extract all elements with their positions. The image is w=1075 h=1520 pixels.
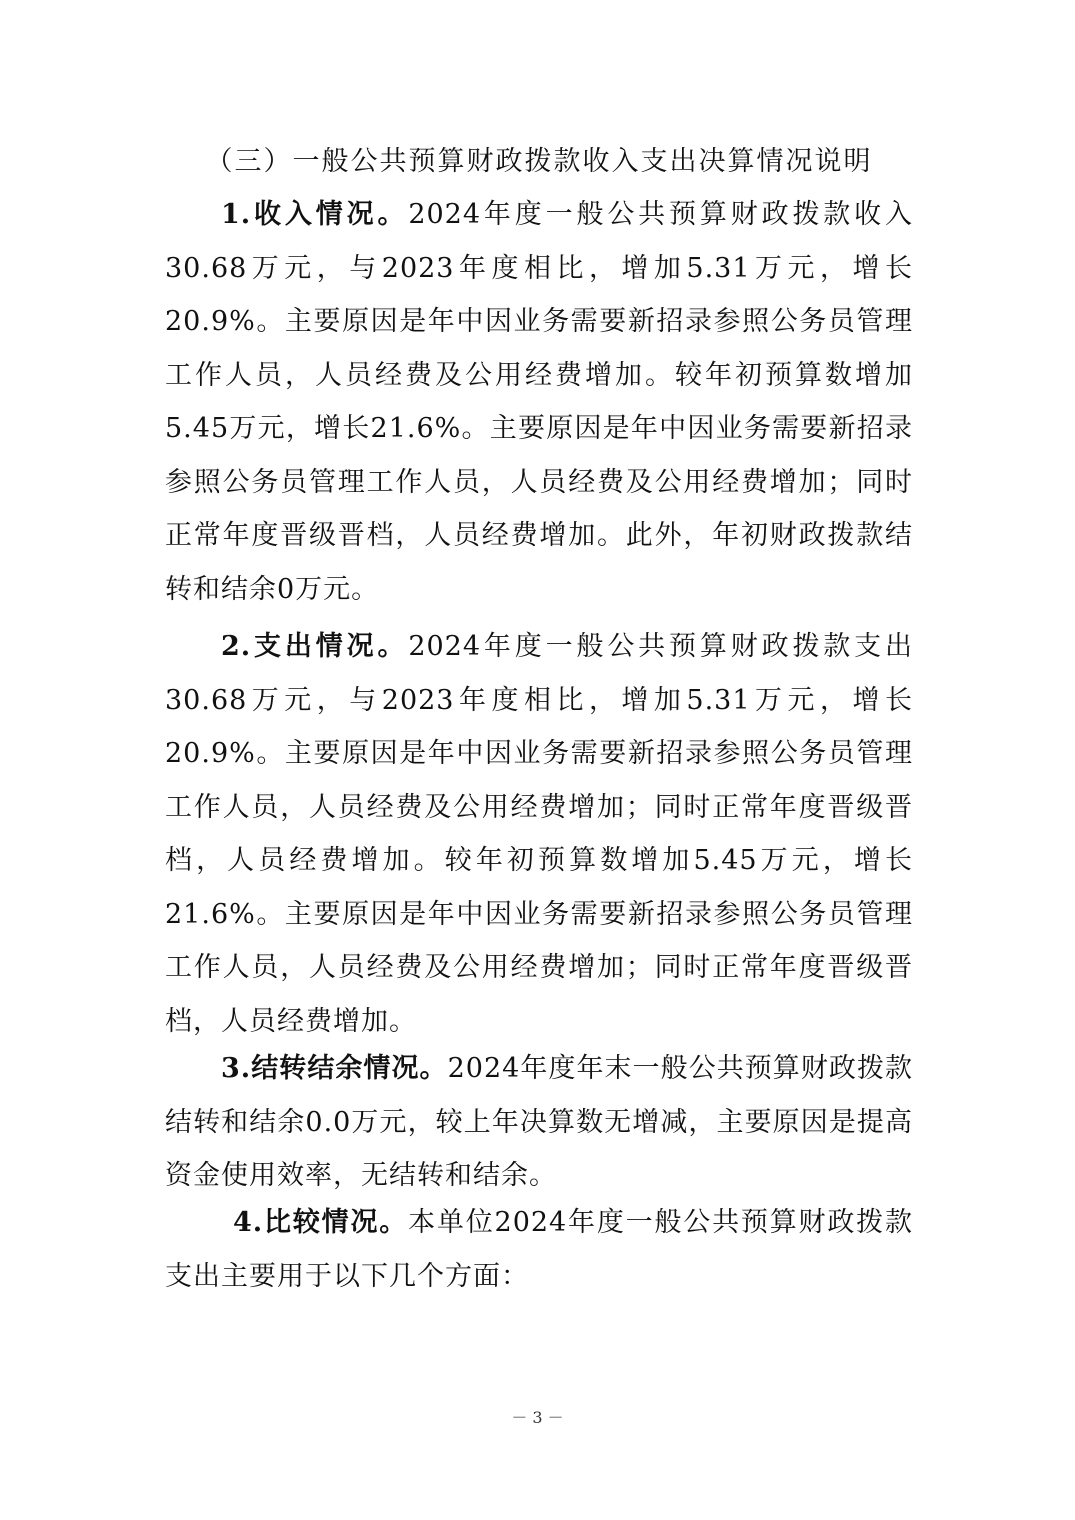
income-lead: 1.收入情况。: [221, 199, 409, 230]
comparison-text: 本单位2024年度一般公共预算财政拨款支出主要用于以下几个方面：: [165, 1207, 914, 1292]
carryover-text: 2024年度年末一般公共预算财政拨款结转和结余0.0万元，较上年决算数无增减，主要原因是提高资金使用效率，无结转和结余。: [165, 1053, 914, 1191]
comparison-lead: 4.比较情况。: [233, 1207, 409, 1238]
section-heading: （三）一般公共预算财政拨款收入支出决算情况说明: [205, 146, 873, 177]
income-text: 2024年度一般公共预算财政拨款收入30.68万元，与2023年度相比，增加5.31万元，增长20.9%。主要原因是年中因业务需要新招录参照公务员管理工作人员，人员经费及公用经费增加。较年初预算数增加5.45万元，增长21.6%。主要原因是年中因业务需要新招录参照公务员管理工作人员，人员经费及公用经费增加；同时正常年度晋级晋档，人员经费增加。此外，年初财政拨款结转和结余0万元。: [165, 199, 914, 605]
comparison-paragraph: [165, 1196, 913, 1303]
expenditure-text: 2024年度一般公共预算财政拨款支出30.68万元，与2023年度相比，增加5.31万元，增长20.9%。主要原因是年中因业务需要新招录参照公务员管理工作人员，人员经费及公用经费增加；同时正常年度晋级晋档，人员经费增加。较年初预算数增加5.45万元，增长21.6%。主要原因是年中因业务需要新招录参照公务员管理工作人员，人员经费及公用经费增加；同时正常年度晋级晋档，人员经费增加。: [165, 631, 914, 1037]
income-paragraph: [165, 188, 913, 616]
carryover-lead: 3.结转结余情况。: [221, 1053, 448, 1084]
page-number: － 3 －: [511, 1408, 564, 1427]
expenditure-lead: 2.支出情况。: [221, 631, 409, 662]
carryover-paragraph: [165, 1042, 913, 1203]
expenditure-paragraph: [165, 620, 913, 1048]
